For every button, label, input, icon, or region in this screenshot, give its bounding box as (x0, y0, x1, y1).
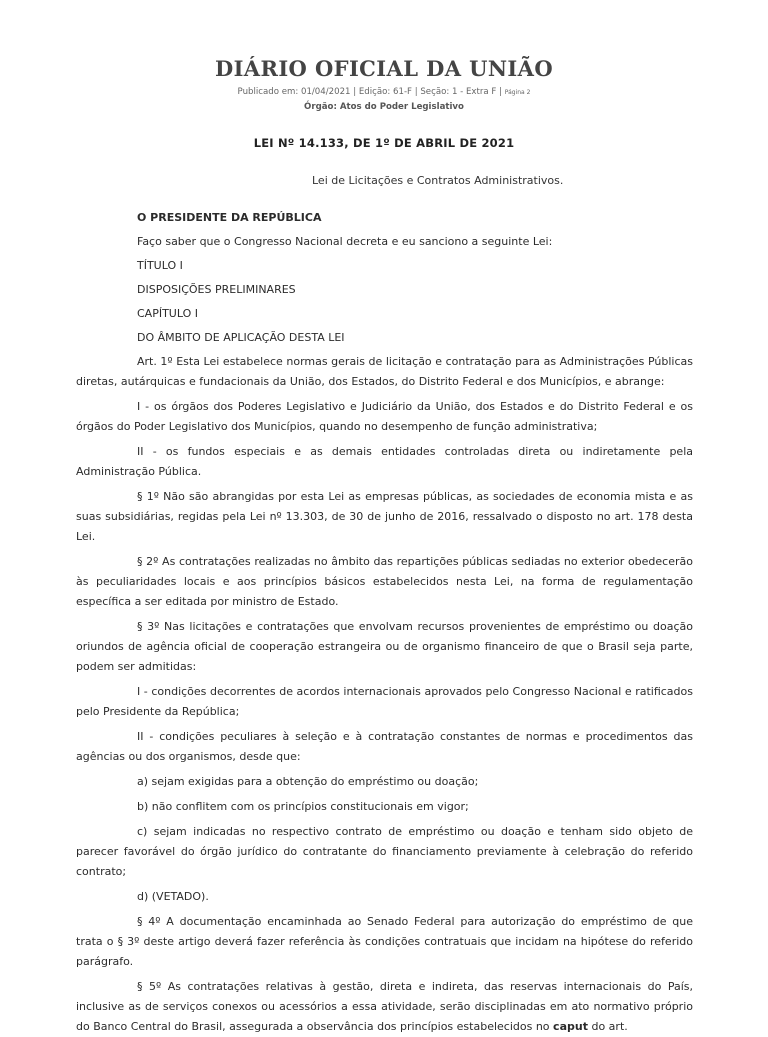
law-body (76, 208, 693, 1037)
chapter-heading: CAPÍTULO I (137, 307, 198, 320)
paragraph-4: § 4º A documentação encaminhada ao Senado Federal para autorização do empréstimo de que trata o § 3º deste artigo deverá fazer referência às condições contratuais que incidam na hipótese do referido parágrafo. (76, 915, 693, 968)
item-d: d) (VETADO). (137, 890, 209, 903)
paragraph-5-text: § 5º As contratações relativas à gestão, direta e indireta, das reservas internacionais do País, inclusive as de serviços conexos ou acessórios a essa atividade, serão disciplinadas em ato normativo próprio do Banco Central do Brasil, assegurada a observância dos princípios estabelecidos no (76, 980, 693, 1033)
masthead (0, 56, 768, 112)
issuing-body: Órgão: Atos do Poder Legislativo (304, 102, 464, 112)
item-a: a) sejam exigidas para a obtenção do empréstimo ou doação; (137, 775, 479, 788)
president-heading: O PRESIDENTE DA REPÚBLICA (137, 211, 322, 224)
item-c: c) sejam indicadas no respectivo contrato de empréstimo ou doação e tenham sido objeto de parecer favorável do órgão jurídico do contratante do financiamento previamente à celebração do referido contrato; (76, 825, 693, 878)
publication-details: Publicado em: 01/04/2021 | Edição: 61-F | Seção: 1 - Extra F | (237, 87, 502, 97)
article-1-item-i: I - os órgãos dos Poderes Legislativo e Judiciário da União, dos Estados e do Distrito Federal e os órgãos do Poder Legislativo dos Municípios, quando no desempenho de função administrativa; (76, 400, 693, 433)
chapter-name: DO ÂMBITO DE APLICAÇÃO DESTA LEI (137, 331, 345, 344)
article-1: Art. 1º Esta Lei estabelece normas gerais de licitação e contratação para as Administrações Públicas diretas, autárquicas e fundacionais da União, dos Estados, do Distrito Federal e dos Municípios, e abrange: (76, 355, 693, 388)
law-ementa: Lei de Licitações e Contratos Administrativos. (312, 174, 564, 187)
publication-info (0, 87, 768, 97)
paragraph-5 (76, 977, 693, 1037)
paragraph-3-item-ii: II - condições peculiares à seleção e à contratação constantes de normas e procedimentos das agências ou dos organismos, desde que: (76, 730, 693, 763)
item-b: b) não conflitem com os princípios constitucionais em vigor; (137, 800, 469, 813)
title-heading: TÍTULO I (137, 259, 183, 272)
paragraph-3-item-i: I - condições decorrentes de acordos internacionais aprovados pelo Congresso Nacional e ratificados pelo Presidente da República; (76, 685, 693, 718)
title-name: DISPOSIÇÕES PRELIMINARES (137, 283, 296, 296)
caput-term: caput (553, 1020, 588, 1033)
article-1-item-ii: II - os fundos especiais e as demais entidades controladas direta ou indiretamente pela Administração Pública. (76, 445, 693, 478)
enactment-clause: Faço saber que o Congresso Nacional decreta e eu sanciono a seguinte Lei: (137, 235, 553, 248)
paragraph-2: § 2º As contratações realizadas no âmbito das repartições públicas sediadas no exterior obedecerão às peculiaridades locais e aos princípios básicos estabelecidos nesta Lei, na forma de regulamentação específica a ser editada por ministro de Estado. (76, 555, 693, 608)
law-title: LEI Nº 14.133, DE 1º DE ABRIL DE 2021 (253, 136, 515, 150)
paragraph-5-end: do art. (587, 1020, 628, 1033)
paragraph-1: § 1º Não são abrangidas por esta Lei as empresas públicas, as sociedades de economia mista e as suas subsidiárias, regidas pela Lei nº 13.303, de 30 de junho de 2016, ressalvado o disposto no art. 178 desta Lei. (76, 490, 693, 543)
paragraph-3: § 3º Nas licitações e contratações que envolvam recursos provenientes de empréstimo ou doação oriundos de agência oficial de cooperação estrangeira ou de organismo financeiro de que o Brasil seja parte, podem ser admitidas: (76, 620, 693, 673)
newspaper-title: DIÁRIO OFICIAL DA UNIÃO (214, 56, 554, 81)
page-label: Página 2 (504, 89, 531, 96)
